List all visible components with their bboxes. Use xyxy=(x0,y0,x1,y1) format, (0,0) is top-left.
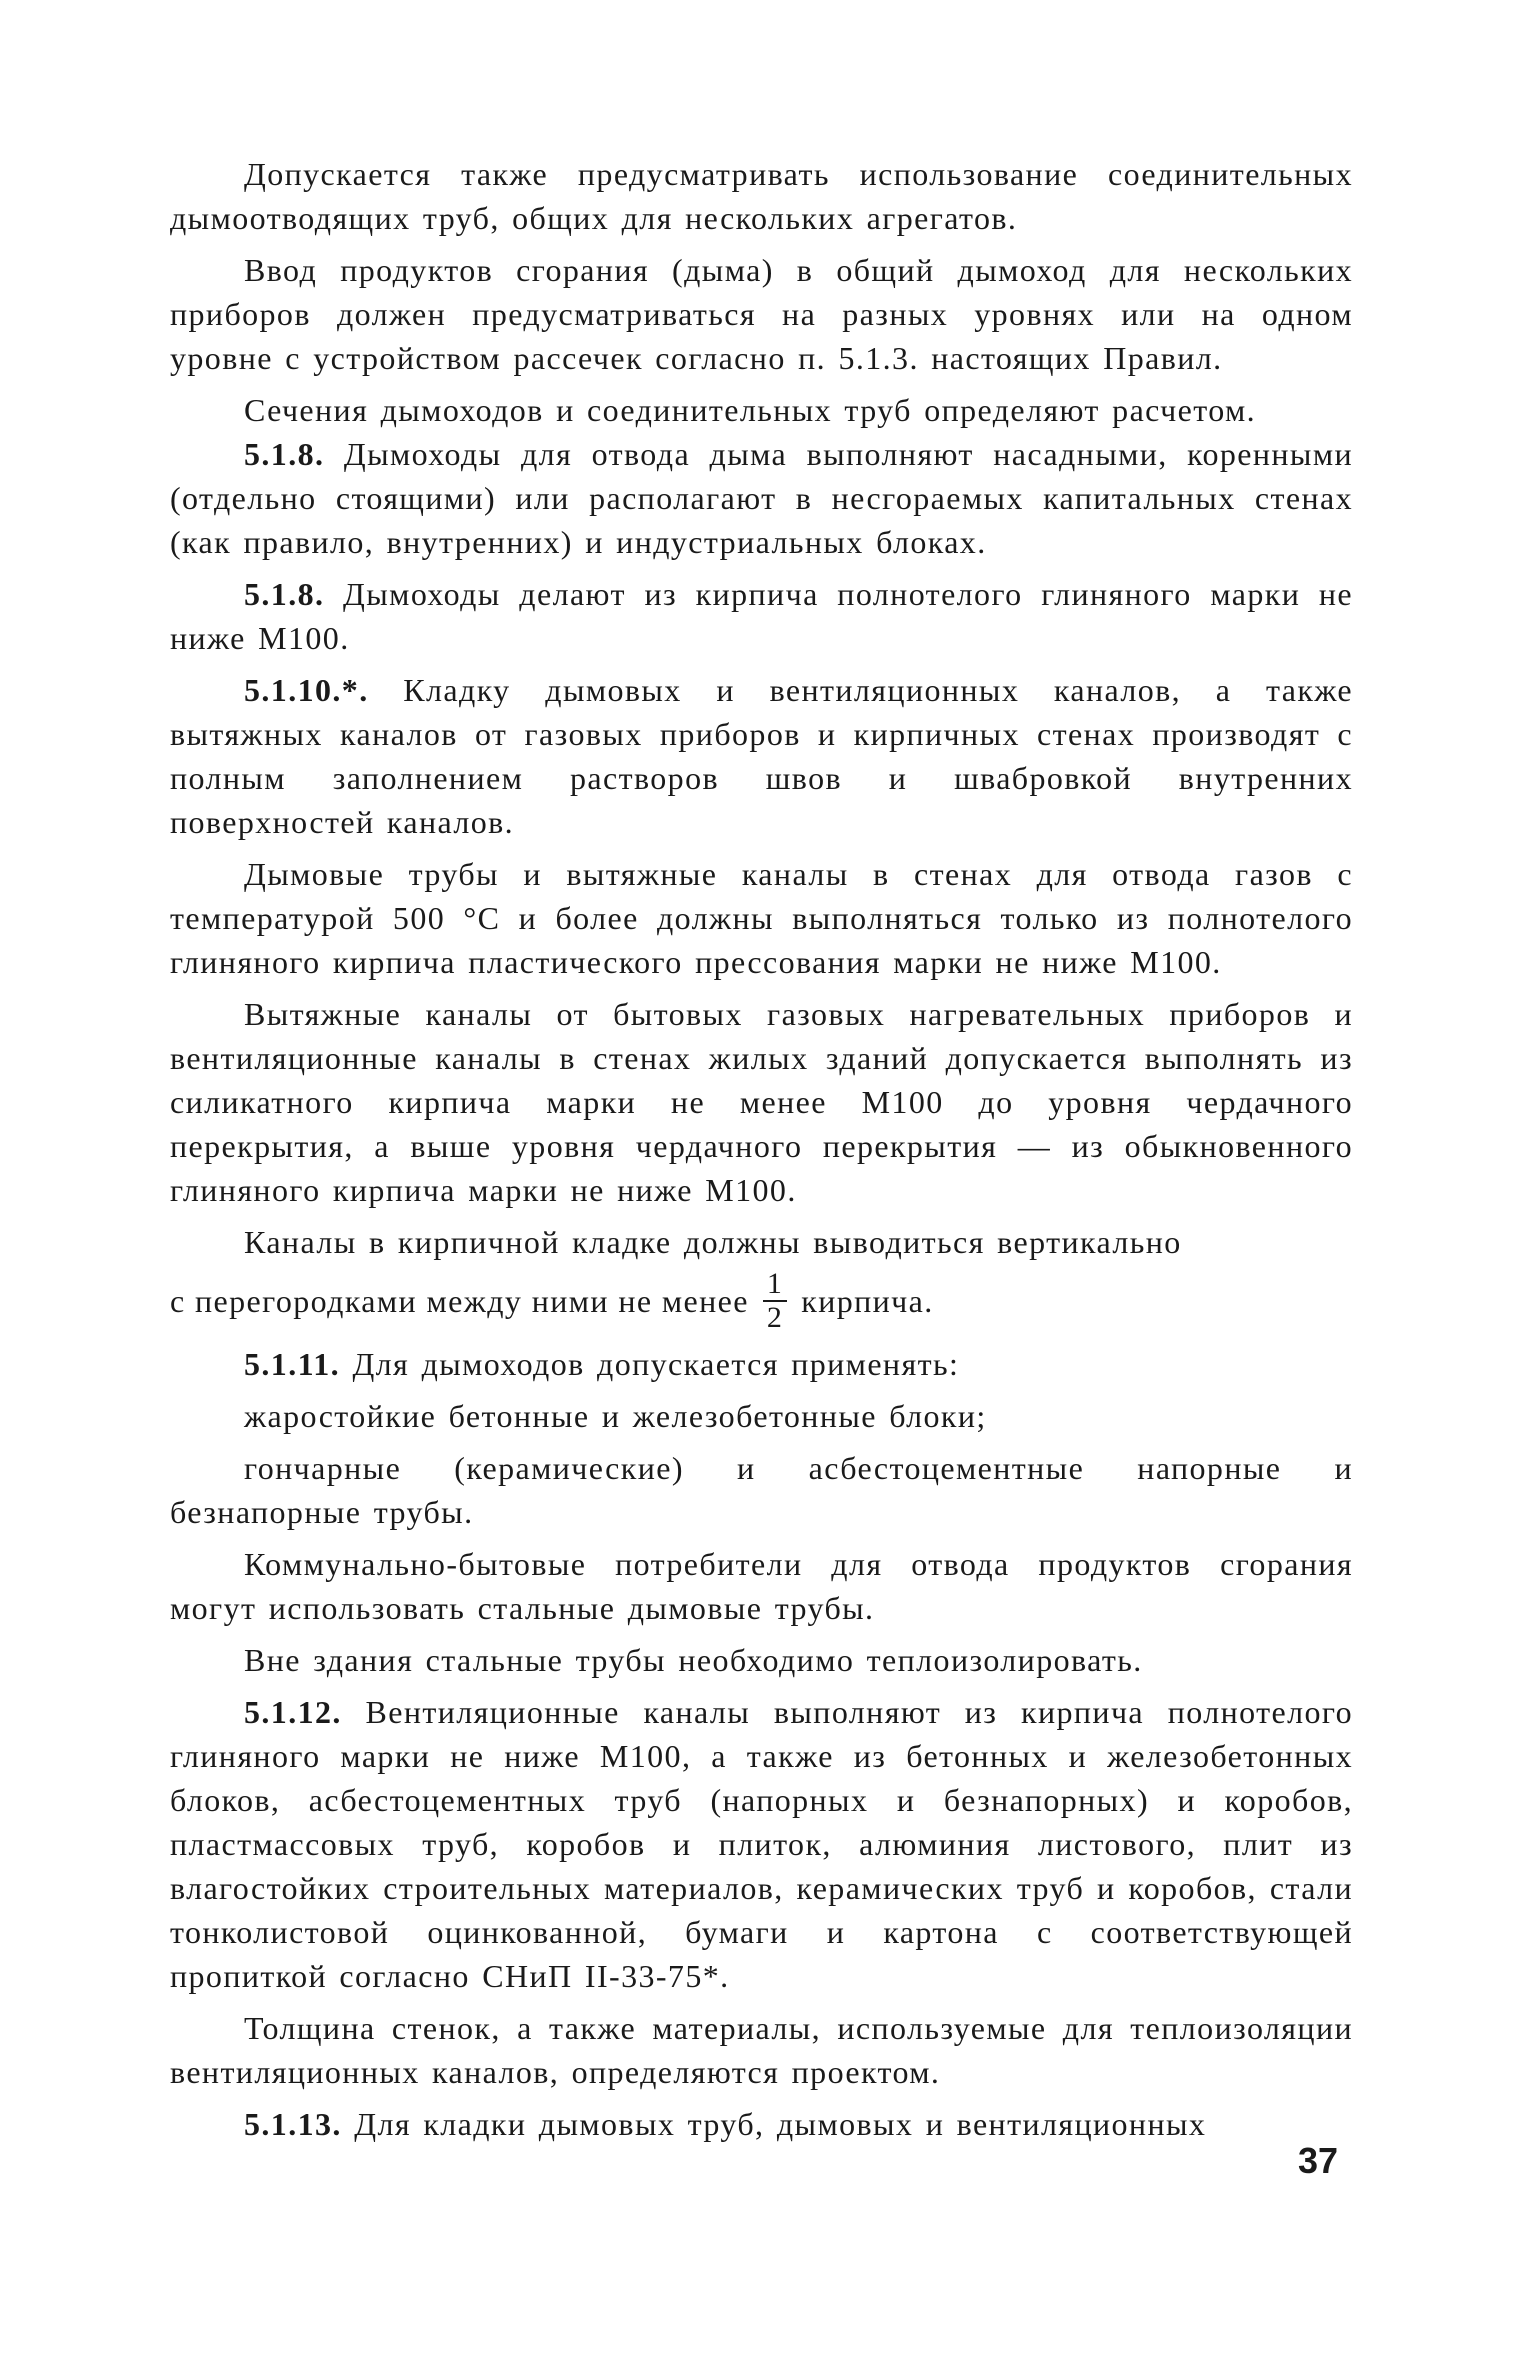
fraction-denominator: 2 xyxy=(766,1301,784,1334)
clause-paragraph: 5.1.12. Вентиляционные каналы выполняют из кирпича полнотелого глиняного марки не ниже М100, а также из бетонных и железобетонных блоков, асбестоцементных труб (напорных и безнапорных) и коробов, пластмассовых труб, коробов и плиток, алюминия листового, плит из влагостойких строительных материалов, керамических труб и коробов, стали тонколистовой оцинкованной, бумаги и картона с соответствующей пропиткой согласно СНиП II-33-75*. xyxy=(170,1694,1353,1994)
clause-number: 5.1.8. xyxy=(244,576,325,612)
page-number: 37 xyxy=(1298,2140,1339,2181)
clause-number: 5.1.11. xyxy=(244,1346,341,1382)
paragraph: Толщина стенок, а также материалы, используемые для теплоизоляции вентиляционных каналов, определяются проектом. xyxy=(170,2010,1353,2090)
fraction-before: с перегородками между ними не менее xyxy=(170,1282,749,1319)
clause-number: 5.1.10.*. xyxy=(244,672,369,708)
body-text xyxy=(170,152,1353,2146)
paragraph: Коммунально-бытовые потребители для отвода продуктов сгорания могут использовать стальные дымовые трубы. xyxy=(170,1546,1353,1626)
fraction xyxy=(763,1268,787,1334)
clause-number: 5.1.13. xyxy=(244,2106,342,2142)
paragraph: Ввод продуктов сгорания (дыма) в общий дымоход для нескольких приборов должен предусматриваться на разных уровнях или на одном уровне с устройством рассечек согласно п. 5.1.3. настоящих Правил. xyxy=(170,252,1353,376)
fraction-after: кирпича. xyxy=(801,1282,934,1319)
clause-paragraph: 5.1.13. Для кладки дымовых труб, дымовых и вентиляционных xyxy=(244,2106,1207,2142)
clause-number: 5.1.12. xyxy=(244,1694,342,1730)
paragraph: гончарные (керамические) и асбестоцементные напорные и безнапорные трубы. xyxy=(170,1450,1353,1530)
clause-paragraph: 5.1.8. Дымоходы делают из кирпича полнотелого глиняного марки не ниже М100. xyxy=(170,576,1353,656)
paragraph: Каналы в кирпичной кладке должны выводиться вертикально xyxy=(244,1224,1182,1260)
fraction-numerator: 1 xyxy=(763,1268,787,1302)
clause-paragraph: 5.1.10.*. Кладку дымовых и вентиляционных каналов, а также вытяжных каналов от газовых приборов и кирпичных стенах производят с полным заполнением растворов швов и швабровкой внутренних поверхностей каналов. xyxy=(170,672,1354,840)
fraction-line xyxy=(170,1268,1353,1334)
paragraph: Сечения дымоходов и соединительных труб определяют расчетом. xyxy=(244,392,1257,428)
paragraph: Дымовые трубы и вытяжные каналы в стенах для отвода газов с температурой 500 °С и более должны выполняться только из полнотелого глиняного кирпича пластического прессования марки не ниже М100. xyxy=(170,856,1353,980)
clause-number: 5.1.8. xyxy=(244,436,325,472)
clause-paragraph: 5.1.8. Дымоходы для отвода дыма выполняют насадными, коренными (отдельно стоящими) или располагают в несгораемых капитальных стенах (как правило, внутренних) и индустриальных блоках. xyxy=(170,436,1354,560)
paragraph: Вне здания стальные трубы необходимо теплоизолировать. xyxy=(244,1642,1143,1678)
paragraph: жаростойкие бетонные и железобетонные блоки; xyxy=(244,1398,987,1434)
clause-paragraph: 5.1.11. Для дымоходов допускается применять: xyxy=(244,1346,960,1382)
paragraph: Допускается также предусматривать использование соединительных дымоотводящих труб, общих для нескольких агрегатов. xyxy=(170,156,1353,236)
paragraph: Вытяжные каналы от бытовых газовых нагревательных приборов и вентиляционные каналы в стенах жилых зданий допускается выполнять из силикатного кирпича марки не менее М100 до уровня чердачного перекрытия, а выше уровня чердачного перекрытия — из обыкновенного глиняного кирпича марки не ниже М100. xyxy=(170,996,1353,1208)
